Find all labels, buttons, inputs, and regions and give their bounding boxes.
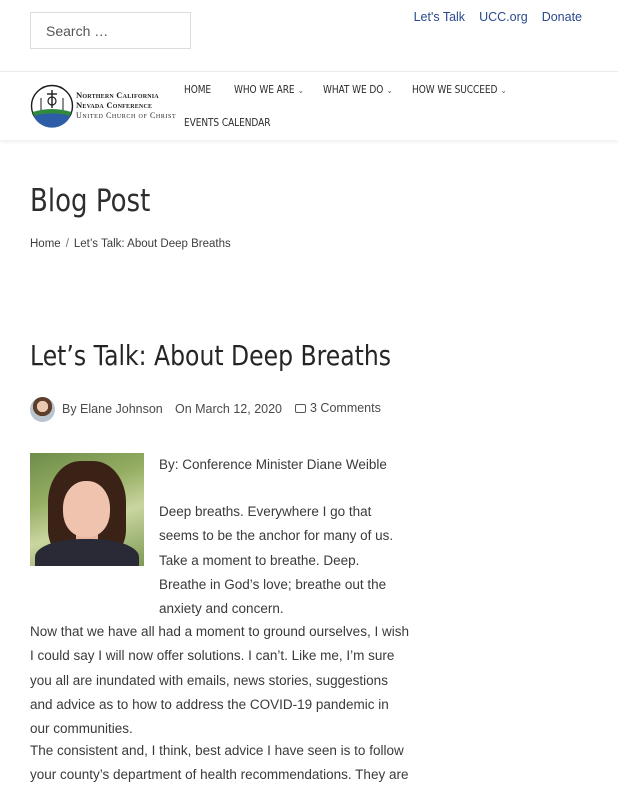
- search-input[interactable]: [30, 12, 191, 49]
- post-date[interactable]: On March 12, 2020: [175, 402, 283, 416]
- top-link-lets-talk[interactable]: Let's Talk: [413, 10, 466, 24]
- post-paragraph: Now that we have all had a moment to ground ourselves, I wish I could say I will now offer solutions. I can’t. Like me, I’m sure you all are inundated with emails, news stories, suggestions and advice as to how to address the COVID-19 pandemic in our communities.: [30, 624, 409, 737]
- post-title: Let’s Talk: About Deep Breaths: [30, 339, 392, 372]
- post-paragraph: Deep breaths. Everywhere I go that seems to be the anchor for many of us. Take a moment to breathe. Deep. Breathe in God’s love; breathe out the anxiety and concern.: [159, 504, 394, 617]
- chevron-down-icon: ⌄: [500, 86, 507, 95]
- page-title: Blog Post: [30, 183, 151, 219]
- author-photo: [30, 453, 144, 566]
- nav-item-events-calendar[interactable]: [184, 117, 270, 129]
- post-author[interactable]: By Elane Johnson: [62, 402, 163, 416]
- top-link-donate[interactable]: Donate: [541, 10, 582, 24]
- comment-icon: [295, 404, 306, 413]
- nav-item-who-we-are[interactable]: [234, 84, 304, 96]
- author-avatar[interactable]: [30, 397, 55, 422]
- post-paragraph: The consistent and, I think, best advice I have seen is to follow your county’s department of health recommendations. They are: [30, 743, 409, 783]
- search-placeholder: Search …: [46, 23, 109, 39]
- nav-item-home[interactable]: [184, 84, 211, 96]
- post-comments-link[interactable]: [295, 401, 381, 415]
- nav-label: HOME: [184, 84, 212, 96]
- chevron-down-icon: ⌄: [297, 86, 304, 95]
- breadcrumb-separator: /: [65, 238, 69, 250]
- chevron-down-icon: ⌄: [386, 86, 393, 95]
- nav-item-how-we-succeed[interactable]: [412, 84, 506, 96]
- logo-line-1: Northern California: [76, 90, 159, 100]
- nav-label: WHAT WE DO: [323, 84, 384, 96]
- top-links: [414, 10, 582, 24]
- logo-line-2: Nevada Conference: [76, 100, 153, 110]
- site-header: [0, 71, 618, 140]
- breadcrumb-current: Let’s Talk: About Deep Breaths: [73, 238, 231, 250]
- breadcrumb: [30, 238, 231, 250]
- logo-line-3: United Church of Christ: [76, 111, 177, 120]
- nav-item-what-we-do[interactable]: [323, 84, 392, 96]
- site-logo[interactable]: [30, 84, 177, 130]
- nav-label: HOW WE SUCCEED: [412, 84, 498, 96]
- nav-label: WHO WE ARE: [234, 84, 295, 96]
- logo-text: [76, 90, 176, 121]
- logo-emblem-icon: [30, 84, 74, 128]
- top-bar: [0, 0, 618, 71]
- comments-count: 3 Comments: [310, 401, 381, 415]
- top-link-ucc[interactable]: UCC.org: [479, 10, 528, 24]
- nav-label: EVENTS CALENDAR: [184, 117, 271, 129]
- breadcrumb-home[interactable]: Home: [30, 238, 61, 250]
- post-byline: By: Conference Minister Diane Weible: [159, 457, 387, 472]
